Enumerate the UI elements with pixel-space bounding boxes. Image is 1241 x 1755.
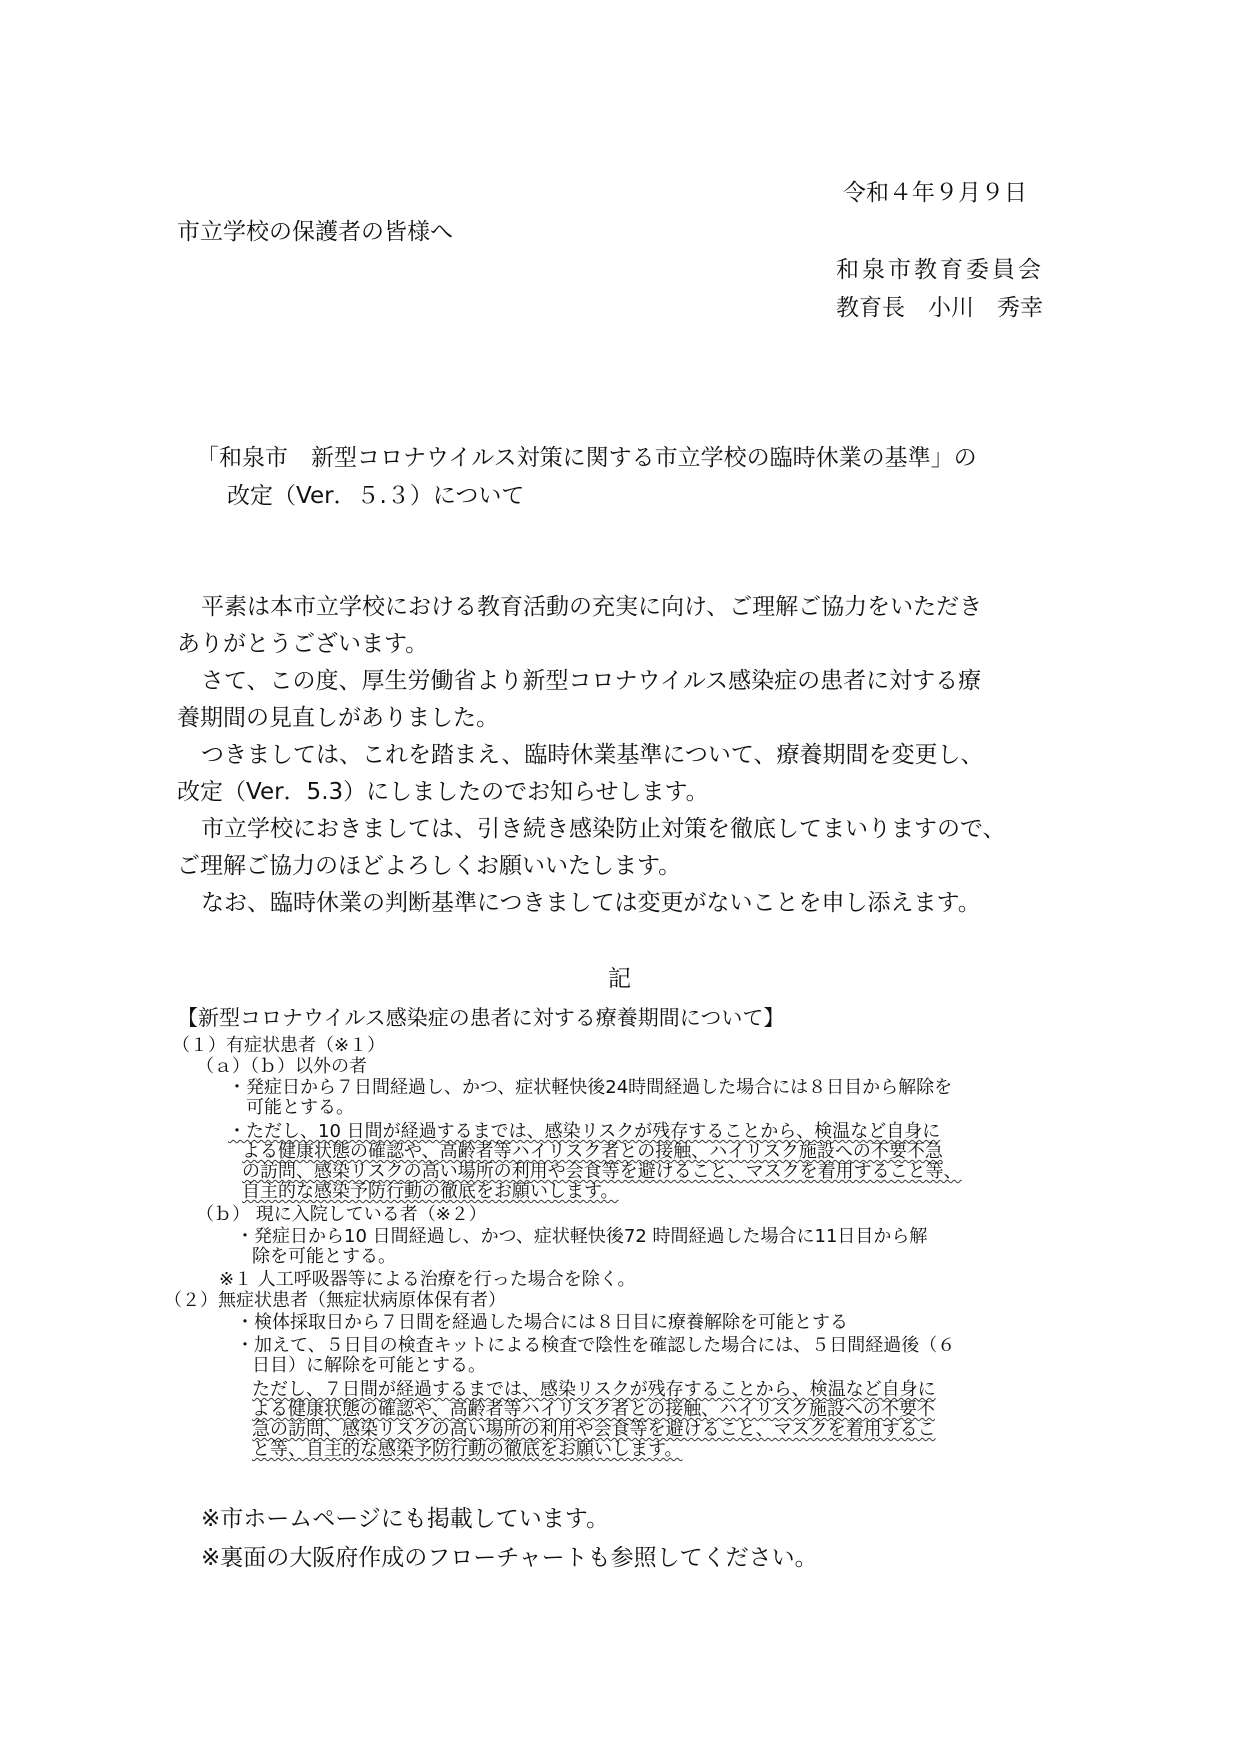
sender-title: 教育長 小川 秀幸 bbox=[836, 295, 1043, 321]
bullet-4: ・検体採取日から７日間を経過した場合には８日目に療養解除を可能とする bbox=[236, 1312, 848, 1333]
body-p1-line-2: ありがとうございます。 bbox=[177, 631, 429, 657]
bullet-2-line-2: よる健康状態の確認や、高齢者等ハイリスク者との接触、ハイリスク施設への不要不急 bbox=[242, 1141, 943, 1162]
section-2-title: （２）無症状患者（無症状病原体保有者） bbox=[164, 1290, 506, 1311]
body-p4-line-2: ご理解ご協力のほどよろしくお願いいたします。 bbox=[177, 853, 682, 879]
body-p1-line-1: 平素は本市立学校における教育活動の充実に向け、ご理解ご協力をいただき bbox=[201, 594, 983, 620]
bullet-1-line-2: 可能とする。 bbox=[246, 1097, 354, 1118]
subject-line-1: 「和泉市 新型コロナウイルス対策に関する市立学校の臨時休業の基準」の bbox=[196, 445, 977, 471]
bullet-6-line-4: と等、自主的な感染予防行動の徹底をお願いします。 bbox=[252, 1439, 683, 1460]
subject-line-2: 改定（Ver．５.３）について bbox=[227, 483, 525, 509]
bullet-6-line-2: よる健康状態の確認や、高齢者等ハイリスク者との接触、ハイリスク施設への不要不 bbox=[252, 1399, 935, 1420]
body-p5-line-1: なお、臨時休業の判断基準につきましては変更がないことを申し添えます。 bbox=[201, 890, 981, 916]
body-p3-line-1: つきましては、これを踏まえ、臨時休業基準について、療養期間を変更し、 bbox=[201, 742, 984, 768]
section-1b-title: （ｂ） 現に入院している者（※２） bbox=[196, 1204, 487, 1225]
bullet-1-line-1: ・発症日から７日間経過し、かつ、症状軽快後24時間経過した場合には８日目から解除を bbox=[228, 1077, 953, 1098]
bullet-6-line-3: 急の訪問、感染リスクの高い場所の利用や会食等を避けること、マスクを着用するこ bbox=[252, 1419, 936, 1440]
document-date: 令和４年９月９日 bbox=[843, 180, 1027, 206]
ki-mark: 記 bbox=[608, 966, 631, 992]
bullet-6-line-1: ただし、７日間が経過するまでは、感染リスクが残存することから、検温など自身に bbox=[252, 1379, 936, 1400]
section-1a-title: （ａ）（ｂ）以外の者 bbox=[196, 1056, 367, 1077]
body-p2-line-1: さて、この度、厚生労働省より新型コロナウイルス感染症の患者に対する療 bbox=[201, 668, 982, 694]
bullet-5-line-2: 日目）に解除を可能とする。 bbox=[252, 1355, 486, 1376]
footer-note-2: ※裏面の大阪府作成のフローチャートも参照してください。 bbox=[201, 1545, 818, 1571]
bullet-2-line-4: 自主的な感染予防行動の徹底をお願いします。 bbox=[242, 1181, 619, 1202]
sender-org: 和泉市教育委員会 bbox=[836, 257, 1044, 283]
section-1-title: （１）有症状患者（※１） bbox=[172, 1035, 386, 1056]
body-p4-line-1: 市立学校におきましては、引き続き感染防止対策を徹底してまいりますので、 bbox=[201, 816, 1006, 842]
bullet-3-line-1: ・発症日から10 日間経過し、かつ、症状軽快後72 時間経過した場合に11日目から解 bbox=[236, 1226, 928, 1247]
bullet-2-line-3: の訪問、感染リスクの高い場所の利用や会食等を避けること、マスクを着用すること等、 bbox=[242, 1161, 962, 1182]
bullet-3-line-2: 除を可能とする。 bbox=[252, 1246, 396, 1267]
footer-note-1: ※市ホームページにも掲載しています。 bbox=[201, 1506, 609, 1532]
body-p3-line-2: 改定（Ver．5.3）にしましたのでお知らせします。 bbox=[177, 779, 709, 805]
bullet-5-line-1: ・加えて、５日目の検査キットによる検査で陰性を確認した場合には、５日間経過後（６ bbox=[236, 1335, 956, 1356]
addressee: 市立学校の保護者の皆様へ bbox=[177, 219, 453, 245]
section-heading: 【新型コロナウイルス感染症の患者に対する療養期間について】 bbox=[177, 1006, 785, 1030]
bullet-2-line-1: ・ただし、10 日間が経過するまでは、感染リスクが残存することから、検温など自身に bbox=[228, 1121, 941, 1142]
note-asterisk-1: ※１ 人工呼吸器等による治療を行った場合を除く。 bbox=[219, 1269, 636, 1290]
body-p2-line-2: 養期間の見直しがありました。 bbox=[177, 705, 499, 731]
